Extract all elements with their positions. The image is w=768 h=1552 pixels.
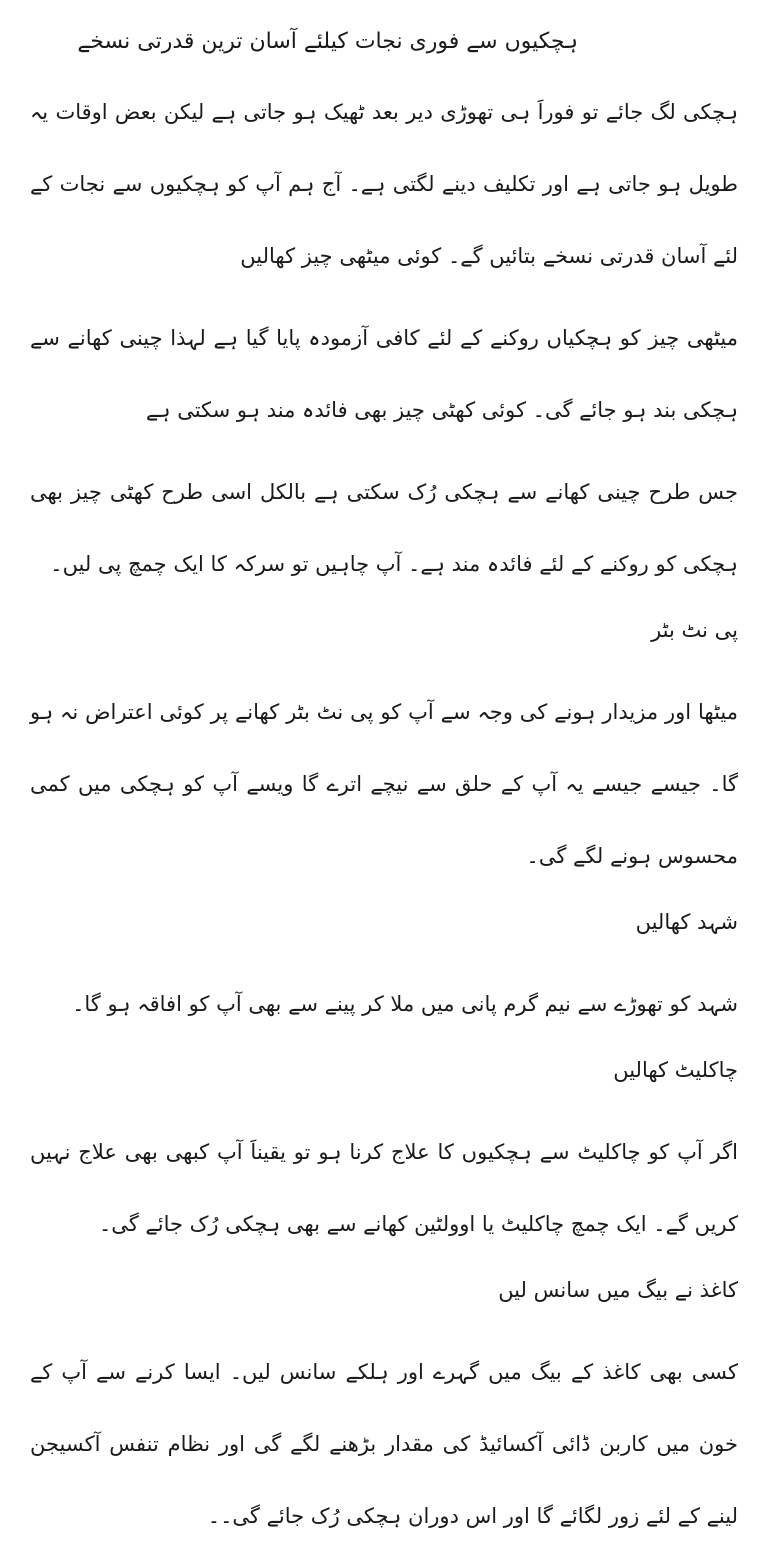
sweet-paragraph: میٹھی چیز کو ہچکیاں روکنے کے لئے کافی آزمودہ پایا گیا ہے لہذا چینی کھانے سے ہچکی بند ہو جائے گی۔ کوئی کھٹی چیز بھی فائدہ مند ہو سکتی ہے <box>30 326 738 422</box>
peanut-butter-heading: پی نٹ بٹر <box>651 618 738 642</box>
article-title: ہچکیوں سے فوری نجات کیلئے آسان ترین قدرتی نسخے <box>77 29 578 54</box>
paper-bag-paragraph: کسی بھی کاغذ کے بیگ میں گہرے اور ہلکے سانس لیں۔ ایسا کرنے سے آپ کے خون میں کاربن ڈائی آکسائیڈ کی مقدار بڑھنے لگے گی اور نظام تنفس آکسیجن لینے کے لئے زور لگائے گا اور اس دوران ہچکی رُک جائے گی۔۔ <box>30 1360 738 1528</box>
peanut-butter-paragraph: میٹھا اور مزیدار ہونے کی وجہ سے آپ کو پی نٹ بٹر کھانے پر کوئی اعتراض نہ ہو گا۔ جیسے جیسے یہ آپ کے حلق سے نیچے اترے گا ویسے آپ کو ہچکی میں کمی محسوس ہونے لگے گی۔ <box>30 700 738 868</box>
honey-heading: شہد کھالیں <box>635 910 738 934</box>
intro-paragraph: ہچکی لگ جائے تو فوراََ ہی تھوڑی دیر بعد ٹھیک ہو جاتی ہے لیکن بعض اوقات یہ طویل ہو جاتی ہے اور تکلیف دینے لگتی ہے۔ آج ہم آپ کو ہچکیوں سے نجات کے لئے آسان قدرتی نسخے بتائیں گے۔ کوئی میٹھی چیز کھالیں <box>30 100 738 268</box>
paper-bag-heading: کاغذ نے بیگ میں سانس لیں <box>498 1278 738 1302</box>
sour-paragraph: جس طرح چینی کھانے سے ہچکی رُک سکتی ہے بالکل اسی طرح کھٹی چیز بھی ہچکی کو روکنے کے لئے فائدہ مند ہے۔ آپ چاہیں تو سرکہ کا ایک چمچ پی لیں۔ <box>30 480 738 576</box>
chocolate-heading: چاکلیٹ کھالیں <box>613 1058 738 1082</box>
chocolate-paragraph: اگر آپ کو چاکلیٹ سے ہچکیوں کا علاج کرنا ہو تو یقیناََ آپ کبھی بھی علاج نہیں کریں گے۔ ایک چمچ چاکلیٹ یا اوولٹین کھانے سے بھی ہچکی رُک جائے گی۔ <box>30 1140 738 1236</box>
honey-paragraph: شہد کو تھوڑے سے نیم گرم پانی میں ملا کر پینے سے بھی آپ کو افاقہ ہو گا۔ <box>72 992 738 1016</box>
